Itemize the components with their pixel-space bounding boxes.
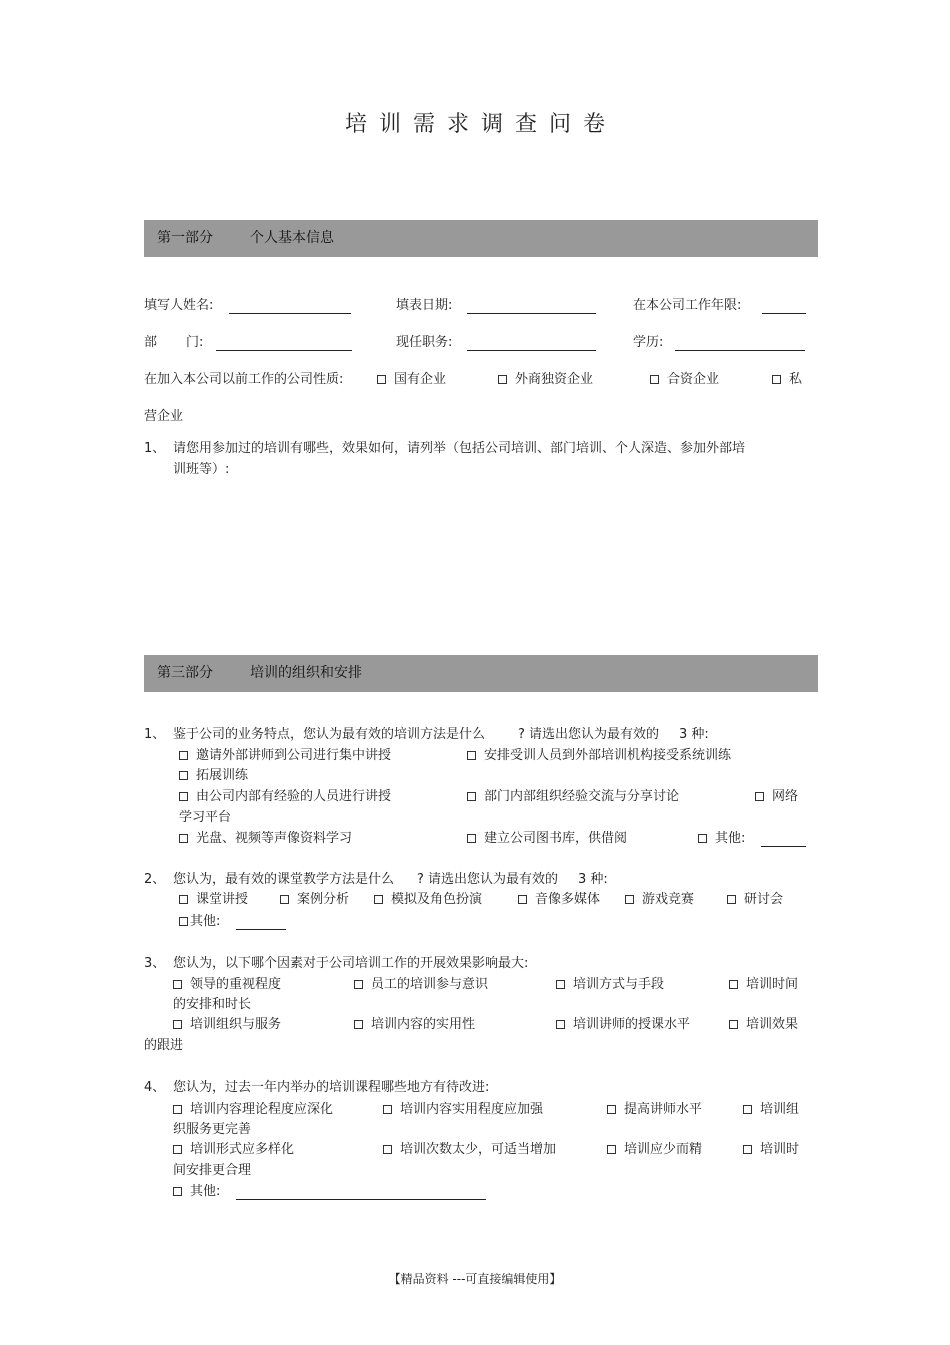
dept-label-a: 部 bbox=[144, 335, 158, 350]
checkbox-icon bbox=[607, 1145, 616, 1154]
question-number: 1、 bbox=[144, 441, 166, 456]
footer-note: 【精品资料 ---可直接编辑使用】 bbox=[388, 1272, 562, 1286]
option-checkbox[interactable]: 其他: bbox=[179, 915, 220, 928]
checkbox-icon bbox=[173, 980, 182, 989]
checkbox-icon bbox=[607, 1105, 616, 1114]
question-number: 2、 bbox=[144, 872, 166, 887]
section-header-part3 bbox=[144, 655, 818, 692]
option-checkbox[interactable]: 音像多媒体 bbox=[518, 893, 600, 906]
option-checkbox[interactable]: 培训讲师的授课水平 bbox=[556, 1018, 690, 1031]
company-type-option[interactable]: 外商独资企业 bbox=[498, 373, 593, 386]
name-field[interactable] bbox=[229, 313, 351, 314]
checkbox-icon bbox=[173, 1145, 182, 1154]
checkbox-icon bbox=[179, 771, 188, 780]
checkbox-icon bbox=[383, 1145, 392, 1154]
edu-label: 学历: bbox=[633, 335, 664, 350]
section-label: 第三部分 bbox=[157, 665, 213, 681]
checkbox-icon bbox=[179, 751, 188, 760]
checkbox-icon bbox=[179, 895, 188, 904]
question-text: 您认为，以下哪个因素对于公司培训工作的开展效果影响最大: bbox=[173, 956, 529, 971]
checkbox-icon bbox=[179, 834, 188, 843]
option-checkbox[interactable]: 培训组 bbox=[743, 1103, 799, 1116]
question-number: 3、 bbox=[144, 956, 166, 971]
option-checkbox[interactable]: 案例分析 bbox=[280, 893, 349, 906]
option-checkbox[interactable]: 培训时间 bbox=[729, 978, 798, 991]
option-checkbox[interactable]: 拓展训练 bbox=[179, 769, 248, 782]
checkbox-icon bbox=[467, 792, 476, 801]
option-wrap-text: 间安排更合理 bbox=[173, 1163, 252, 1178]
dept-field[interactable] bbox=[216, 350, 352, 351]
company-type-option[interactable]: 私 bbox=[772, 373, 802, 386]
option-checkbox[interactable]: 培训时 bbox=[743, 1143, 799, 1156]
question-text: ? 请选出您认为最有效的 bbox=[518, 727, 660, 742]
section-label: 第一部分 bbox=[157, 230, 213, 246]
option-checkbox[interactable]: 培训方式与手段 bbox=[556, 978, 664, 991]
checkbox-icon bbox=[383, 1105, 392, 1114]
option-checkbox[interactable]: 培训形式应多样化 bbox=[173, 1143, 294, 1156]
option-checkbox[interactable]: 安排受训人员到外部培训机构接受系统训练 bbox=[467, 749, 731, 762]
option-checkbox[interactable]: 培训效果 bbox=[729, 1018, 798, 1031]
checkbox-icon bbox=[698, 834, 707, 843]
section-header-part1 bbox=[144, 220, 818, 257]
company-type-option[interactable]: 国有企业 bbox=[377, 373, 446, 386]
date-label: 填表日期: bbox=[396, 298, 453, 313]
option-checkbox[interactable]: 领导的重视程度 bbox=[173, 978, 281, 991]
other-field[interactable] bbox=[761, 846, 806, 847]
name-label: 填写人姓名: bbox=[144, 298, 214, 313]
option-checkbox[interactable]: 提高讲师水平 bbox=[607, 1103, 702, 1116]
option-checkbox[interactable]: 培训内容实用程度应加强 bbox=[383, 1103, 543, 1116]
checkbox-icon bbox=[377, 375, 386, 384]
option-checkbox[interactable]: 建立公司图书库，供借阅 bbox=[467, 832, 627, 845]
option-wrap-text: 学习平台 bbox=[179, 810, 232, 825]
checkbox-icon bbox=[280, 895, 289, 904]
position-field[interactable] bbox=[467, 350, 596, 351]
option-wrap-text: 织服务更完善 bbox=[173, 1122, 252, 1137]
question-text: 3 种: bbox=[578, 872, 608, 887]
question-text: 鉴于公司的业务特点，您认为最有效的培训方法是什么 bbox=[173, 727, 486, 742]
option-checkbox[interactable]: 研讨会 bbox=[727, 893, 783, 906]
other-field[interactable] bbox=[236, 1199, 486, 1200]
option-checkbox[interactable]: 光盘、视频等声像资料学习 bbox=[179, 832, 352, 845]
option-wrap-text: 的跟进 bbox=[144, 1038, 184, 1053]
checkbox-icon bbox=[518, 895, 527, 904]
checkbox-icon bbox=[743, 1145, 752, 1154]
checkbox-icon bbox=[729, 980, 738, 989]
dept-label-b: 门: bbox=[186, 335, 204, 350]
option-wrap-text: 的安排和时长 bbox=[173, 997, 252, 1012]
option-checkbox[interactable]: 邀请外部讲师到公司进行集中讲授 bbox=[179, 749, 391, 762]
position-label: 现任职务: bbox=[396, 335, 453, 350]
option-checkbox[interactable]: 培训内容的实用性 bbox=[354, 1018, 475, 1031]
checkbox-icon bbox=[179, 917, 188, 926]
question-text: ? 请选出您认为最有效的 bbox=[417, 872, 559, 887]
checkbox-icon bbox=[556, 1020, 565, 1029]
document-title: 培训需求调查问卷 bbox=[344, 112, 617, 137]
checkbox-icon bbox=[354, 1020, 363, 1029]
option-checkbox[interactable]: 培训组织与服务 bbox=[173, 1018, 281, 1031]
option-checkbox[interactable]: 培训内容理论程度应深化 bbox=[173, 1103, 333, 1116]
edu-field[interactable] bbox=[675, 350, 805, 351]
question-number: 1、 bbox=[144, 727, 166, 742]
option-checkbox[interactable]: 培训次数太少，可适当增加 bbox=[383, 1143, 556, 1156]
checkbox-icon bbox=[729, 1020, 738, 1029]
checkbox-icon bbox=[755, 792, 764, 801]
years-label: 在本公司工作年限: bbox=[633, 298, 742, 313]
option-checkbox[interactable]: 培训应少而精 bbox=[607, 1143, 702, 1156]
checkbox-icon bbox=[625, 895, 634, 904]
checkbox-icon bbox=[354, 980, 363, 989]
other-field[interactable] bbox=[236, 929, 286, 930]
checkbox-icon bbox=[467, 751, 476, 760]
checkbox-icon bbox=[743, 1105, 752, 1114]
company-type-label: 在加入本公司以前工作的公司性质: bbox=[144, 372, 344, 387]
company-type-wrap: 营企业 bbox=[144, 409, 184, 424]
checkbox-icon bbox=[772, 375, 781, 384]
option-checkbox[interactable]: 由公司内部有经验的人员进行讲授 bbox=[179, 790, 391, 803]
date-field[interactable] bbox=[467, 313, 596, 314]
checkbox-icon bbox=[650, 375, 659, 384]
option-checkbox[interactable]: 其他: bbox=[698, 832, 745, 845]
question-text: 3 种: bbox=[679, 727, 709, 742]
question-text: 您认为，最有效的课堂教学方法是什么 bbox=[173, 872, 395, 887]
checkbox-icon bbox=[173, 1105, 182, 1114]
option-checkbox[interactable]: 游戏竞赛 bbox=[625, 893, 694, 906]
option-checkbox[interactable]: 网络 bbox=[755, 790, 798, 803]
option-checkbox[interactable]: 模拟及角色扮演 bbox=[374, 893, 482, 906]
question-text: 训班等）: bbox=[173, 462, 230, 477]
checkbox-icon bbox=[173, 1020, 182, 1029]
checkbox-icon bbox=[179, 792, 188, 801]
checkbox-icon bbox=[467, 834, 476, 843]
section-title: 个人基本信息 bbox=[250, 230, 334, 246]
question-number: 4、 bbox=[144, 1080, 166, 1095]
checkbox-icon bbox=[556, 980, 565, 989]
option-checkbox[interactable]: 其他: bbox=[173, 1185, 220, 1198]
question-text: 请您用参加过的培训有哪些，效果如何，请列举（包括公司培训、部门培训、个人深造、参加外部培 bbox=[173, 441, 746, 456]
company-type-option[interactable]: 合资企业 bbox=[650, 373, 719, 386]
question-text: 您认为，过去一年内举办的培训课程哪些地方有待改进: bbox=[173, 1080, 490, 1095]
checkbox-icon bbox=[727, 895, 736, 904]
checkbox-icon bbox=[173, 1187, 182, 1196]
option-checkbox[interactable]: 课堂讲授 bbox=[179, 893, 248, 906]
section-title: 培训的组织和安排 bbox=[250, 665, 362, 681]
checkbox-icon bbox=[498, 375, 507, 384]
option-checkbox[interactable]: 员工的培训参与意识 bbox=[354, 978, 488, 991]
years-field[interactable] bbox=[762, 313, 806, 314]
checkbox-icon bbox=[374, 895, 383, 904]
option-checkbox[interactable]: 部门内部组织经验交流与分享讨论 bbox=[467, 790, 679, 803]
